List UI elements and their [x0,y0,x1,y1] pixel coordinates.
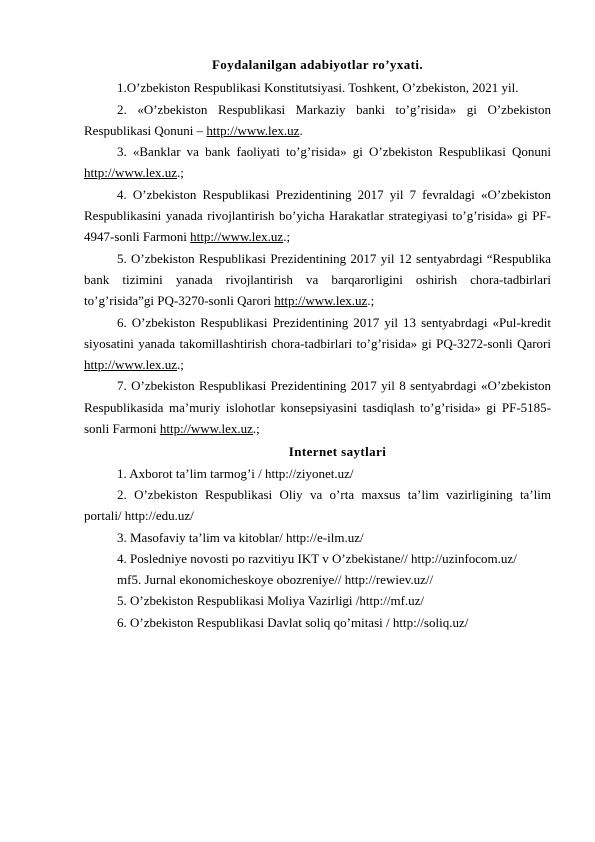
internet-heading: Internet saytlari [288,444,387,460]
internet-item-3: 3. Masofaviy ta’lim va kitoblar/ http://e-ilm.uz/ [117,529,364,545]
literature-item-4: 4. O’zbekiston Respublikasi Prezidentining 2017 yil 7 fevraldagi «O’zbekiston Respublikasini yanada rivojlantirish bo’yicha Harakatlar strategiyasi to’g’risida» gi PF-4947-sonli Farmoni http://www.lex.uz.; [84,186,551,245]
lex-uz-link[interactable]: http://www.lex.uz [159,421,253,437]
literature-heading: Foydalanilgan adabiyotlar ro’yxati. [211,57,424,72]
literature-item-5: 5. O’zbekiston Respublikasi Prezidentining 2017 yil 12 sentyabrdagi “Respublika bank tizimini yanada rivojlantirish va barqarorligini oshirish chora-tadbirlari to’g’risida”gi PQ-3270-sonli Qarori http://www.lex.uz.; [84,250,551,309]
literature-item-3: 3. «Banklar va bank faoliyati to’g’risida» gi O’zbekiston Respublikasi Qonuni http://www.lex.uz.; [84,144,551,181]
document-page [84,54,551,633]
literature-item-6: 6. O’zbekiston Respublikasi Prezidentining 2017 yil 13 sentyabrdagi «Pul-kredit siyosatini yanada takomillashtirish chora-tadbirlari to’g’risida» gi PQ-3272-sonli Qarori http://www.lex.uz.; [84,314,551,373]
lex-uz-link[interactable]: http://www.lex.uz [84,165,178,181]
lex-uz-link[interactable]: http://www.lex.uz [84,357,178,373]
literature-item-1: 1.O’zbekiston Respublikasi Konstitutsiyasi. Toshkent, O’zbekiston, 2021 yil. [117,80,519,96]
internet-item-5: mf5. Jurnal ekonomicheskoye obozreniye// http://rewiev.uz// [117,572,434,588]
literature-item-7: 7. O’zbekiston Respublikasi Prezidentining 2017 yil 8 sentyabrdagi «O’zbekiston Respublikasida ma’muriy islohotlar konsepsiyasini tasdiqlash to’g’risida» gi PF-5185-sonli Farmoni http://www.lex.uz.; [84,378,551,437]
internet-item-2: 2. O’zbekiston Respublikasi Oliy va o’rta maxsus ta’lim vazirligining ta’lim portali/ http://edu.uz/ [84,486,551,524]
internet-item-7: 6. O’zbekiston Respublikasi Davlat soliq qo’mitasi / http://soliq.uz/ [117,614,469,630]
lex-uz-link[interactable]: http://www.lex.uz [274,293,368,309]
lex-uz-link[interactable]: http://www.lex.uz [190,229,284,245]
literature-item-2: 2. «O’zbekiston Respublikasi Markaziy banki to’g’risida» gi O’zbekiston Respublikasi Qonuni – http://www.lex.uz. [84,101,551,138]
internet-item-6: 5. O’zbekiston Respublikasi Moliya Vazirligi /http://mf.uz/ [117,593,425,609]
lex-uz-link[interactable]: http://www.lex.uz [206,122,300,138]
internet-item-1: 1. Axborot ta’lim tarmog’i / http://ziyonet.uz/ [117,465,354,481]
internet-item-4: 4. Posledniye novosti po razvitiyu IKT v O’zbekistane// http://uzinfocom.uz/ [117,550,517,566]
